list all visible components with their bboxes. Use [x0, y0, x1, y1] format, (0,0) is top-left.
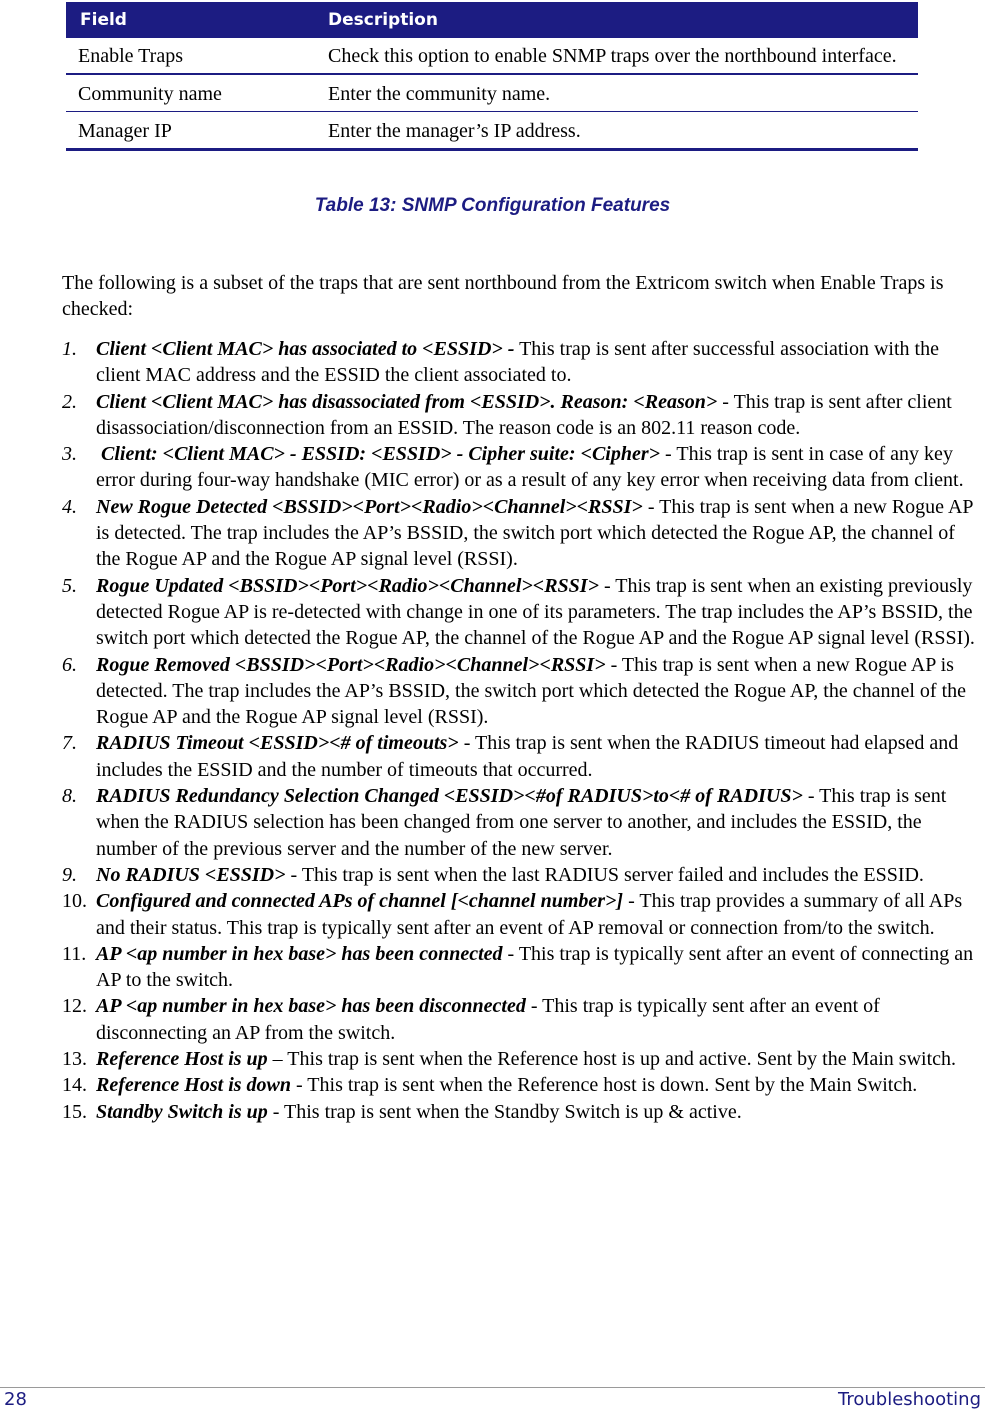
- item-number: 4.: [62, 495, 77, 518]
- item-number: 11.: [62, 942, 87, 965]
- item-number: 12.: [62, 995, 87, 1018]
- trap-description: - This trap provides a summary of all APs and their status. This trap is typically sent after an event of AP removal or connection from/to the switch.: [96, 890, 963, 939]
- description-cell: Enter the manager’s IP address.: [314, 112, 918, 150]
- trap-title: RADIUS Redundancy Selection Changed <ESSID><#of RADIUS>to<# of RADIUS>: [96, 785, 803, 808]
- trap-title: Client: <Client MAC> - ESSID: <ESSID> - Cipher suite: <Cipher>: [96, 443, 661, 466]
- list-item: [62, 1046, 978, 1072]
- trap-list: [62, 336, 978, 1125]
- item-number: 10.: [62, 890, 87, 913]
- item-number: 8.: [62, 785, 77, 808]
- trap-description: - This trap is sent when a new Rogue AP is detected. The trap includes the AP’s BSSID, the switch port which detected the Rogue AP, the channel of the Rogue AP and the Rogue AP signal level (RSSI).: [96, 653, 966, 729]
- item-number: 5.: [62, 574, 77, 597]
- list-item: [62, 941, 978, 994]
- section-name: Troubleshooting: [838, 1389, 981, 1410]
- trap-title: Client <Client MAC> has disassociated from <ESSID>. Reason: <Reason>: [96, 390, 718, 413]
- table-row: [66, 38, 918, 74]
- trap-description: - This trap is sent when a new Rogue AP is detected. The trap includes the AP’s BSSID, the switch port which detected the Rogue AP, the channel of the Rogue AP and the Rogue AP signal level (RSSI).: [96, 495, 973, 571]
- page-number: 28: [4, 1389, 27, 1410]
- list-item: [62, 494, 978, 573]
- list-item: [62, 783, 978, 862]
- trap-description: - This trap is sent when the Standby Switch is up & active.: [267, 1100, 742, 1123]
- trap-description: - This trap is sent when the Reference host is down. Sent by the Main Switch.: [291, 1074, 918, 1097]
- trap-title: Client <Client MAC> has associated to <ESSID> -: [96, 338, 515, 360]
- item-number: 3.: [62, 443, 77, 466]
- item-number: 2.: [62, 390, 77, 413]
- trap-title: Configured and connected APs of channel [<channel number>]: [96, 890, 624, 913]
- footer-divider: [0, 1387, 985, 1388]
- item-number: 13.: [62, 1048, 87, 1071]
- trap-title: No RADIUS <ESSID>: [96, 863, 286, 886]
- table-caption: Table 13: SNMP Configuration Features: [314, 195, 671, 216]
- item-number: 7.: [62, 732, 77, 755]
- description-cell: Enter the community name.: [314, 74, 918, 112]
- list-item: [62, 1099, 978, 1125]
- item-number: 1.: [62, 338, 77, 360]
- list-item: [62, 441, 978, 494]
- trap-title: Standby Switch is up: [96, 1100, 268, 1123]
- trap-description: - This trap is sent when the RADIUS timeout had elapsed and includes the ESSID and the number of timeouts that occurred.: [96, 732, 959, 781]
- trap-description: - This trap is typically sent after an event of connecting an AP to the switch.: [96, 942, 974, 992]
- trap-description: - This trap is typically sent after an event of disconnecting an AP from the switch.: [96, 995, 880, 1044]
- trap-description: This trap is sent after successful association with the client MAC address and the ESSID the client associated to.: [96, 338, 939, 387]
- trap-description: - This trap is sent when the RADIUS selection has been changed from one server to another, and includes the ESSID, the number of the previous server and the number of the new server.: [96, 785, 947, 860]
- trap-description: - This trap is sent after client disassociation/disconnection from an ESSID. The reason code is an 802.11 reason code.: [96, 390, 952, 439]
- trap-title: Reference Host is down: [96, 1074, 291, 1097]
- trap-title: Rogue Updated <BSSID><Port><Radio><Channel><RSSI>: [96, 574, 599, 597]
- trap-title: AP <ap number in hex base> has been disconnected: [96, 995, 526, 1018]
- list-item: [62, 993, 978, 1046]
- trap-description: – This trap is sent when the Reference host is up and active. Sent by the Main switch.: [267, 1048, 957, 1071]
- field-cell: Enable Traps: [66, 38, 314, 74]
- table-row: [66, 74, 918, 112]
- list-item: [62, 336, 978, 389]
- item-number: 9.: [62, 863, 77, 886]
- description-cell: Check this option to enable SNMP traps over the northbound interface.: [314, 38, 918, 74]
- list-item: [62, 1072, 978, 1098]
- list-item: [62, 573, 978, 652]
- snmp-config-table: [66, 2, 918, 151]
- table-header-row: [66, 2, 918, 38]
- item-number: 15.: [62, 1100, 87, 1123]
- list-item: [62, 652, 978, 731]
- item-number: 6.: [62, 653, 77, 676]
- column-header-field: Field: [66, 2, 314, 38]
- field-cell: Community name: [66, 74, 314, 112]
- intro-paragraph: The following is a subset of the traps that are sent northbound from the Extricom switch when Enable Traps is checked:: [62, 272, 944, 320]
- trap-description: - This trap is sent in case of any key error during four-way handshake (MIC error) or as a result of any key error when receiving data from client.: [96, 443, 964, 492]
- trap-title: RADIUS Timeout <ESSID><# of timeouts>: [96, 732, 459, 755]
- table-row: [66, 112, 918, 150]
- list-item: [62, 888, 978, 941]
- trap-description: - This trap is sent when an existing previously detected Rogue AP is re-detected with change in one of its parameters. The trap includes the AP’s BSSID, the switch port which detected the Rogue AP, the channel of the Rogue AP and the Rogue AP signal level (RSSI).: [96, 574, 975, 650]
- list-item: [62, 862, 978, 888]
- list-item: [62, 389, 978, 442]
- field-cell: Manager IP: [66, 112, 314, 150]
- column-header-description: Description: [314, 2, 918, 38]
- item-number: 14.: [62, 1074, 87, 1097]
- trap-title: AP <ap number in hex base> has been connected: [96, 942, 503, 965]
- trap-description: - This trap is sent when the last RADIUS server failed and includes the ESSID.: [285, 863, 924, 886]
- trap-title: Reference Host is up: [96, 1048, 268, 1071]
- trap-title: New Rogue Detected <BSSID><Port><Radio><Channel><RSSI>: [96, 495, 643, 518]
- trap-title: Rogue Removed <BSSID><Port><Radio><Channel><RSSI>: [96, 653, 606, 676]
- list-item: [62, 730, 978, 783]
